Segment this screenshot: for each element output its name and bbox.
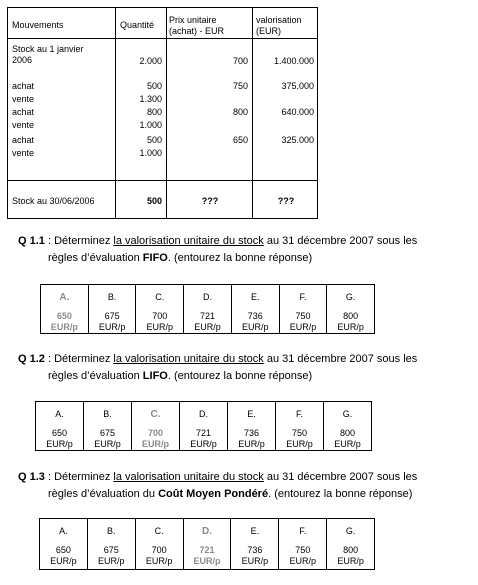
header-quantite: Quantité xyxy=(120,20,155,30)
option-value: 650 xyxy=(55,545,71,555)
question-number: Q 1.2 xyxy=(18,353,45,365)
option-unit: EUR/p xyxy=(193,556,221,566)
option-g[interactable] xyxy=(326,519,374,569)
method-name: FIFO xyxy=(142,252,168,264)
option-e[interactable] xyxy=(227,402,275,450)
header-divider xyxy=(8,38,317,39)
option-a[interactable] xyxy=(36,402,83,450)
option-value: 750 xyxy=(295,311,311,321)
column-divider xyxy=(252,8,253,218)
row-value: 325.000 xyxy=(281,135,314,145)
option-letter: E. xyxy=(247,409,256,419)
option-value: 800 xyxy=(343,545,359,555)
option-letter: F. xyxy=(295,409,303,419)
total-value: ??? xyxy=(277,196,295,206)
question-1-3-line2: règles d’évaluation du Coût Moyen Pondéré. (entourez la bonne réponse) xyxy=(48,488,413,500)
option-value: 736 xyxy=(247,545,263,555)
row-label: vente xyxy=(12,94,35,104)
option-value: 700 xyxy=(152,311,168,321)
column-divider xyxy=(166,8,167,218)
option-unit: EUR/p xyxy=(241,556,269,566)
option-value: 800 xyxy=(343,311,359,321)
option-value: 736 xyxy=(243,428,260,438)
underlined-phrase: la valorisation unitaire du stock xyxy=(113,353,264,365)
option-unit: EUR/p xyxy=(337,322,364,332)
row-label: 2006 xyxy=(12,55,33,65)
row-label: vente xyxy=(12,120,35,130)
question-1-2-line1: Q 1.2 : Déterminez la valorisation unitaire du stock au 31 décembre 2007 sous les xyxy=(18,353,418,365)
row-qty: 1.000 xyxy=(139,148,162,158)
method-name: Coût Moyen Pondéré xyxy=(158,488,269,500)
total-qty: 500 xyxy=(146,196,162,206)
option-f[interactable] xyxy=(279,285,327,333)
underlined-phrase: la valorisation unitaire du stock xyxy=(113,471,264,483)
row-qty: 500 xyxy=(146,135,162,145)
method-name: LIFO xyxy=(142,370,168,382)
column-divider xyxy=(115,8,116,218)
option-unit: EUR/p xyxy=(337,556,364,566)
answer-options-1-3 xyxy=(39,518,375,570)
option-b[interactable] xyxy=(88,285,136,333)
option-letter: D. xyxy=(199,409,208,419)
option-value: 721 xyxy=(200,311,216,321)
option-c[interactable] xyxy=(135,519,183,569)
option-b[interactable] xyxy=(83,402,131,450)
option-g[interactable] xyxy=(326,285,374,333)
option-letter: E. xyxy=(250,526,260,536)
option-unit: EUR/p xyxy=(142,439,169,449)
option-letter: F. xyxy=(299,526,307,536)
option-letter: C. xyxy=(150,409,161,420)
option-a[interactable] xyxy=(41,285,88,333)
header-valorisation-line2: (EUR) xyxy=(256,26,281,36)
option-value: 675 xyxy=(103,545,119,555)
option-unit: EUR/p xyxy=(194,322,221,332)
question-1-1-line1: Q 1.1 : Déterminez la valorisation unitaire du stock au 31 décembre 2007 sous les xyxy=(18,235,418,247)
option-letter: D. xyxy=(202,526,212,537)
option-unit: EUR/p xyxy=(286,439,313,449)
row-price: 800 xyxy=(232,107,248,117)
row-value: 640.000 xyxy=(281,107,314,117)
option-e[interactable] xyxy=(230,519,278,569)
row-label: achat xyxy=(12,135,35,145)
question-1-1-line2: règles d’évaluation FIFO. (entourez la bonne réponse) xyxy=(48,252,313,264)
option-letter: A. xyxy=(59,292,70,303)
option-unit: EUR/p xyxy=(98,322,126,332)
option-letter: D. xyxy=(203,292,213,302)
row-label: achat xyxy=(12,81,35,91)
option-unit: EUR/p xyxy=(334,439,361,449)
answer-options-1-1 xyxy=(40,284,375,334)
option-f[interactable] xyxy=(275,402,323,450)
option-value: 700 xyxy=(147,428,164,438)
option-value: 721 xyxy=(199,545,215,555)
option-letter: B. xyxy=(107,526,116,536)
row-qty: 2.000 xyxy=(139,56,162,66)
option-a[interactable] xyxy=(40,519,87,569)
option-letter: A. xyxy=(59,526,68,536)
option-unit: EUR/p xyxy=(46,439,73,449)
row-qty: 1.300 xyxy=(139,94,162,104)
option-unit: EUR/p xyxy=(289,322,317,332)
option-unit: EUR/p xyxy=(146,322,174,332)
total-price: ??? xyxy=(201,196,219,206)
row-value: 1.400.000 xyxy=(273,56,314,66)
question-1-3-line1: Q 1.3 : Déterminez la valorisation unitaire du stock au 31 décembre 2007 sous les xyxy=(18,471,418,483)
option-unit: EUR/p xyxy=(190,439,217,449)
row-price: 650 xyxy=(232,135,248,145)
option-value: 700 xyxy=(151,545,167,555)
option-value: 650 xyxy=(56,311,72,321)
option-d[interactable] xyxy=(183,285,231,333)
question-number: Q 1.3 xyxy=(18,471,45,483)
option-letter: E. xyxy=(250,292,260,302)
row-price: 700 xyxy=(232,56,248,66)
total-divider xyxy=(8,180,317,181)
row-label: Stock au 1 janvier xyxy=(12,44,84,54)
option-unit: EUR/p xyxy=(145,556,173,566)
option-c[interactable] xyxy=(131,402,179,450)
option-c[interactable] xyxy=(135,285,183,333)
option-value: 675 xyxy=(104,311,120,321)
option-value: 750 xyxy=(291,428,308,438)
header-mouvements: Mouvements xyxy=(12,20,64,30)
underlined-phrase: la valorisation unitaire du stock xyxy=(113,235,264,247)
option-letter: G. xyxy=(345,526,356,536)
option-letter: F. xyxy=(299,292,307,302)
option-unit: EUR/p xyxy=(98,556,125,566)
option-letter: B. xyxy=(103,409,112,419)
option-value: 721 xyxy=(195,428,212,438)
option-unit: EUR/p xyxy=(50,322,78,332)
option-letter: B. xyxy=(107,292,117,302)
row-value: 375.000 xyxy=(281,81,314,91)
option-d[interactable] xyxy=(179,402,227,450)
option-value: 800 xyxy=(339,428,356,438)
option-letter: C. xyxy=(154,526,164,536)
option-unit: EUR/p xyxy=(50,556,77,566)
option-value: 750 xyxy=(295,545,311,555)
row-qty: 1.000 xyxy=(139,120,162,130)
question-number: Q 1.1 xyxy=(18,235,45,247)
option-f[interactable] xyxy=(278,519,326,569)
option-unit: EUR/p xyxy=(238,439,265,449)
option-unit: EUR/p xyxy=(241,322,269,332)
option-b[interactable] xyxy=(87,519,135,569)
option-g[interactable] xyxy=(323,402,371,450)
option-value: 736 xyxy=(247,311,263,321)
row-price: 750 xyxy=(232,81,248,91)
total-label: Stock au 30/06/2006 xyxy=(12,196,95,206)
header-valorisation-line1: valorisation xyxy=(256,15,302,25)
question-1-2-line2: règles d’évaluation LIFO. (entourez la bonne réponse) xyxy=(48,370,313,382)
answer-options-1-2 xyxy=(35,401,372,451)
option-value: 675 xyxy=(99,428,116,438)
header-prix-line1: Prix unitaire xyxy=(169,15,217,25)
option-letter: C. xyxy=(155,292,165,302)
header-prix-line2: (achat) - EUR xyxy=(169,26,225,36)
option-letter: G. xyxy=(342,409,353,419)
row-label: vente xyxy=(12,148,35,158)
row-qty: 800 xyxy=(146,107,162,117)
option-d[interactable] xyxy=(183,519,231,569)
option-letter: G. xyxy=(345,292,356,302)
row-label: achat xyxy=(12,107,35,117)
option-letter: A. xyxy=(55,409,64,419)
row-qty: 500 xyxy=(146,81,162,91)
option-unit: EUR/p xyxy=(289,556,316,566)
option-e[interactable] xyxy=(231,285,279,333)
stock-table xyxy=(7,7,318,219)
option-unit: EUR/p xyxy=(94,439,121,449)
option-value: 650 xyxy=(51,428,68,438)
